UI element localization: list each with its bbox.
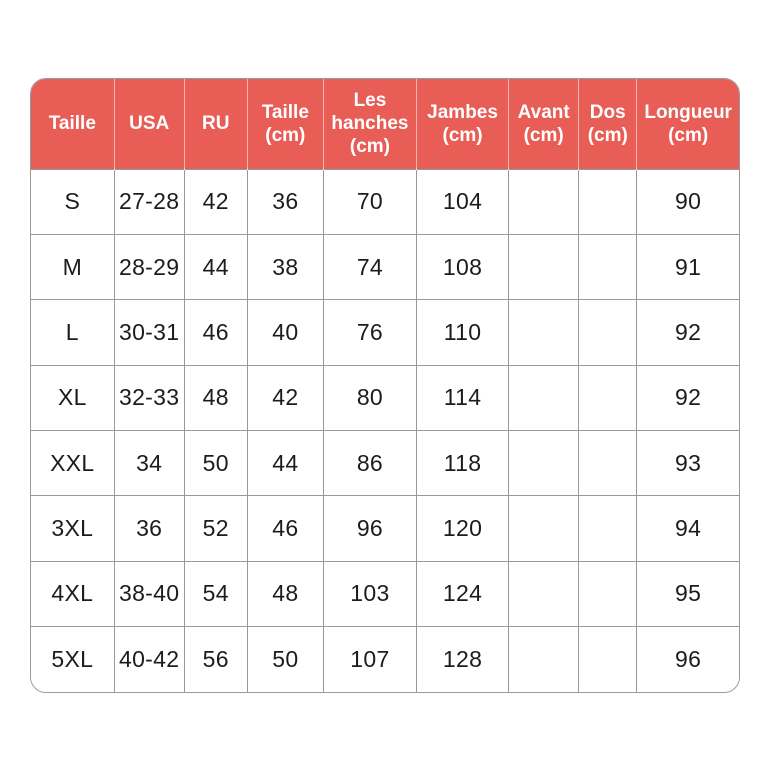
- size-label-cell: L: [31, 300, 114, 365]
- value-cell: 108: [417, 234, 509, 299]
- value-cell: 40: [247, 300, 323, 365]
- size-label-cell: M: [31, 234, 114, 299]
- value-cell: 42: [247, 365, 323, 430]
- value-cell: 38-40: [114, 561, 184, 626]
- value-cell: 36: [114, 496, 184, 561]
- value-cell: 30-31: [114, 300, 184, 365]
- value-cell: 90: [637, 169, 739, 234]
- size-label-cell: S: [31, 169, 114, 234]
- value-cell: 36: [247, 169, 323, 234]
- column-header: RU: [184, 79, 247, 169]
- value-cell: 52: [184, 496, 247, 561]
- column-header: Longueur (cm): [637, 79, 739, 169]
- value-cell: [509, 169, 579, 234]
- value-cell: 118: [417, 431, 509, 496]
- value-cell: 27-28: [114, 169, 184, 234]
- value-cell: 95: [637, 561, 739, 626]
- table-row: [31, 234, 739, 299]
- value-cell: 103: [323, 561, 416, 626]
- table-row: [31, 431, 739, 496]
- value-cell: [579, 561, 637, 626]
- value-cell: [579, 234, 637, 299]
- value-cell: 48: [247, 561, 323, 626]
- value-cell: [509, 496, 579, 561]
- value-cell: 92: [637, 300, 739, 365]
- value-cell: [509, 300, 579, 365]
- table-row: [31, 169, 739, 234]
- value-cell: 96: [323, 496, 416, 561]
- value-cell: 50: [184, 431, 247, 496]
- value-cell: 44: [247, 431, 323, 496]
- value-cell: 70: [323, 169, 416, 234]
- size-label-cell: XXL: [31, 431, 114, 496]
- value-cell: 110: [417, 300, 509, 365]
- value-cell: [509, 561, 579, 626]
- value-cell: [509, 234, 579, 299]
- value-cell: 34: [114, 431, 184, 496]
- value-cell: 80: [323, 365, 416, 430]
- table-row: [31, 627, 739, 692]
- value-cell: [579, 300, 637, 365]
- value-cell: [579, 169, 637, 234]
- value-cell: 114: [417, 365, 509, 430]
- value-cell: 93: [637, 431, 739, 496]
- value-cell: 120: [417, 496, 509, 561]
- value-cell: 48: [184, 365, 247, 430]
- table-row: [31, 561, 739, 626]
- value-cell: [579, 627, 637, 692]
- table-row: [31, 300, 739, 365]
- value-cell: 28-29: [114, 234, 184, 299]
- value-cell: 46: [247, 496, 323, 561]
- column-header: Avant (cm): [509, 79, 579, 169]
- table-row: [31, 496, 739, 561]
- value-cell: 86: [323, 431, 416, 496]
- size-label-cell: XL: [31, 365, 114, 430]
- header-row: [31, 79, 739, 169]
- value-cell: 38: [247, 234, 323, 299]
- column-header: Dos (cm): [579, 79, 637, 169]
- size-label-cell: 4XL: [31, 561, 114, 626]
- value-cell: [579, 365, 637, 430]
- value-cell: 92: [637, 365, 739, 430]
- size-label-cell: 3XL: [31, 496, 114, 561]
- value-cell: [509, 365, 579, 430]
- value-cell: 128: [417, 627, 509, 692]
- value-cell: 42: [184, 169, 247, 234]
- column-header: Jambes (cm): [417, 79, 509, 169]
- value-cell: 44: [184, 234, 247, 299]
- value-cell: [579, 431, 637, 496]
- value-cell: 94: [637, 496, 739, 561]
- value-cell: 56: [184, 627, 247, 692]
- column-header: Les hanches (cm): [323, 79, 416, 169]
- table-row: [31, 365, 739, 430]
- value-cell: 32-33: [114, 365, 184, 430]
- value-cell: 107: [323, 627, 416, 692]
- value-cell: 91: [637, 234, 739, 299]
- size-table-header: [31, 79, 739, 169]
- value-cell: 76: [323, 300, 416, 365]
- value-cell: 74: [323, 234, 416, 299]
- size-label-cell: 5XL: [31, 627, 114, 692]
- value-cell: 50: [247, 627, 323, 692]
- column-header: USA: [114, 79, 184, 169]
- value-cell: 104: [417, 169, 509, 234]
- value-cell: 46: [184, 300, 247, 365]
- value-cell: [509, 431, 579, 496]
- value-cell: 96: [637, 627, 739, 692]
- value-cell: 124: [417, 561, 509, 626]
- size-table: [31, 79, 739, 692]
- value-cell: [509, 627, 579, 692]
- column-header: Taille: [31, 79, 114, 169]
- value-cell: 40-42: [114, 627, 184, 692]
- value-cell: [579, 496, 637, 561]
- value-cell: 54: [184, 561, 247, 626]
- size-table-body: [31, 169, 739, 692]
- size-table-container: [30, 78, 740, 693]
- column-header: Taille (cm): [247, 79, 323, 169]
